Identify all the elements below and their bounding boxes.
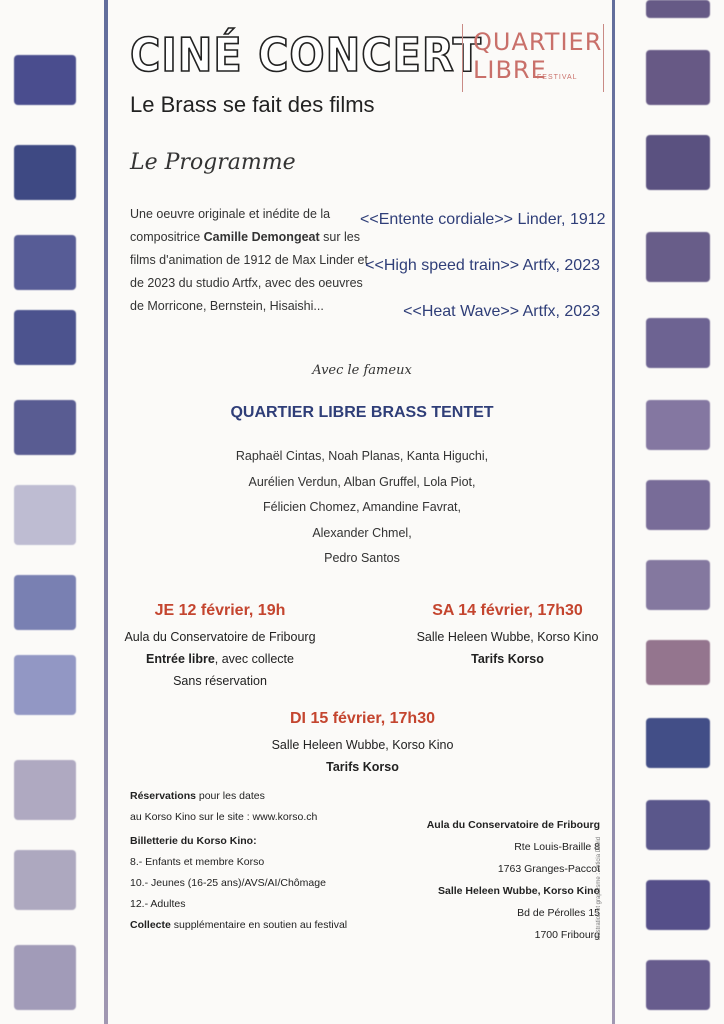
programme-description bbox=[130, 203, 380, 318]
subtitle: Le Brass se fait des films bbox=[130, 92, 375, 117]
reservation-info bbox=[130, 786, 390, 828]
address-line: Rte Louis-Braille 8 bbox=[514, 841, 600, 853]
collecte-line bbox=[130, 915, 390, 936]
event-sunday bbox=[250, 706, 475, 778]
reservation-rest: pour les dates bbox=[195, 790, 265, 802]
event-extra: Sans réservation bbox=[173, 674, 267, 688]
swatch bbox=[14, 850, 76, 910]
swatch bbox=[14, 55, 76, 105]
price-line: 12.- Adultes bbox=[130, 898, 186, 910]
logo-line3: FESTIVAL bbox=[537, 74, 578, 81]
event-date: JE 12 février, 19h bbox=[154, 602, 286, 619]
page-title: CINÉ CONCERT bbox=[130, 28, 482, 82]
member-list bbox=[0, 444, 724, 572]
price-line: 8.- Enfants et membre Korso bbox=[130, 856, 265, 868]
swatch bbox=[646, 800, 710, 850]
programme-heading: Le Programme bbox=[130, 150, 296, 175]
film-item: <<Heat Wave>> Artfx, 2023 bbox=[403, 303, 600, 320]
film-list bbox=[360, 205, 606, 343]
swatch bbox=[646, 50, 710, 105]
logo-line2: LIBRE bbox=[473, 56, 547, 84]
event-venue: Salle Heleen Wubbe, Korso Kino bbox=[271, 738, 454, 752]
event-price bbox=[250, 756, 475, 778]
event-date: DI 15 février, 17h30 bbox=[290, 710, 435, 727]
address-line: 1763 Granges-Paccot bbox=[497, 863, 600, 875]
reservation-bold: Réservations bbox=[130, 790, 196, 802]
ensemble-intro: Avec le fameux bbox=[312, 363, 412, 378]
ensemble-name: QUARTIER LIBRE BRASS TENTET bbox=[230, 404, 494, 421]
ticketing-title: Billetterie du Korso Kino: bbox=[130, 835, 257, 847]
swatch bbox=[14, 145, 76, 200]
event-saturday bbox=[400, 598, 615, 670]
swatch bbox=[14, 235, 76, 290]
film-item: <<High speed train>> Artfx, 2023 bbox=[365, 257, 600, 274]
swatch bbox=[14, 575, 76, 630]
event-date: SA 14 février, 17h30 bbox=[432, 602, 583, 619]
swatch bbox=[646, 0, 710, 18]
composer-name: Camille Demongeat bbox=[203, 230, 320, 244]
swatch bbox=[14, 310, 76, 365]
festival-logo bbox=[462, 24, 604, 92]
venue-addresses bbox=[400, 814, 600, 946]
address-venue1: Aula du Conservatoire de Fribourg bbox=[426, 819, 600, 831]
swatch bbox=[14, 945, 76, 1010]
price-line: 10.- Jeunes (16-25 ans)/AVS/AI/Chômage bbox=[130, 877, 326, 889]
member-line: Aurélien Verdun, Alban Gruffel, Lola Piot, bbox=[248, 474, 476, 489]
ticketing-info bbox=[130, 831, 390, 936]
swatch bbox=[646, 880, 710, 930]
collecte-bold: Collecte bbox=[130, 919, 171, 931]
event-price bbox=[400, 648, 615, 670]
swatch bbox=[646, 718, 710, 768]
event-entry-info: , avec collecte bbox=[214, 652, 294, 666]
event-entry-bold: Entrée libre bbox=[146, 652, 215, 666]
swatch bbox=[14, 655, 76, 715]
event-entry bbox=[110, 648, 330, 670]
member-line: Raphaël Cintas, Noah Planas, Kanta Higuchi, bbox=[235, 449, 489, 463]
address-venue2: Salle Heleen Wubbe, Korso Kino bbox=[437, 885, 600, 897]
swatch bbox=[646, 960, 710, 1010]
logo-line1: QUARTIER bbox=[473, 28, 603, 56]
member-line: Alexander Chmel, bbox=[312, 525, 412, 540]
swatch bbox=[14, 760, 76, 820]
collecte-rest: supplémentaire en soutien au festival bbox=[170, 919, 348, 931]
reservation-line bbox=[130, 786, 390, 807]
description-text: sur les films d'animation de 1912 de Max Linder et de 2023 du studio Artfx, avec des oeuvres de Morricone, Bernstein, Hisaishi... bbox=[130, 230, 368, 313]
swatch bbox=[646, 318, 710, 368]
swatch bbox=[646, 640, 710, 685]
address-line: Bd de Pérolles 15 bbox=[517, 907, 600, 919]
illustration-credit: Illustration et graphisme : Leticia David bbox=[596, 836, 602, 940]
event-thursday bbox=[110, 598, 330, 692]
reservation-website: au Korso Kino sur le site : www.korso.ch bbox=[130, 811, 318, 823]
event-venue: Aula du Conservatoire de Fribourg bbox=[124, 630, 316, 644]
swatch bbox=[646, 232, 710, 282]
swatch bbox=[646, 135, 710, 190]
event-price-bold: Tarifs Korso bbox=[326, 760, 399, 774]
event-venue: Salle Heleen Wubbe, Korso Kino bbox=[416, 630, 599, 644]
event-price-bold: Tarifs Korso bbox=[471, 652, 544, 666]
member-line: Félicien Chomez, Amandine Favrat, bbox=[262, 500, 461, 514]
description-text: Une oeuvre originale et inédite de la compositrice bbox=[130, 207, 331, 244]
film-item: <<Entente cordiale>> Linder, 1912 bbox=[360, 211, 606, 228]
address-line: 1700 Fribourg bbox=[534, 929, 600, 941]
member-line: Pedro Santos bbox=[324, 551, 400, 565]
